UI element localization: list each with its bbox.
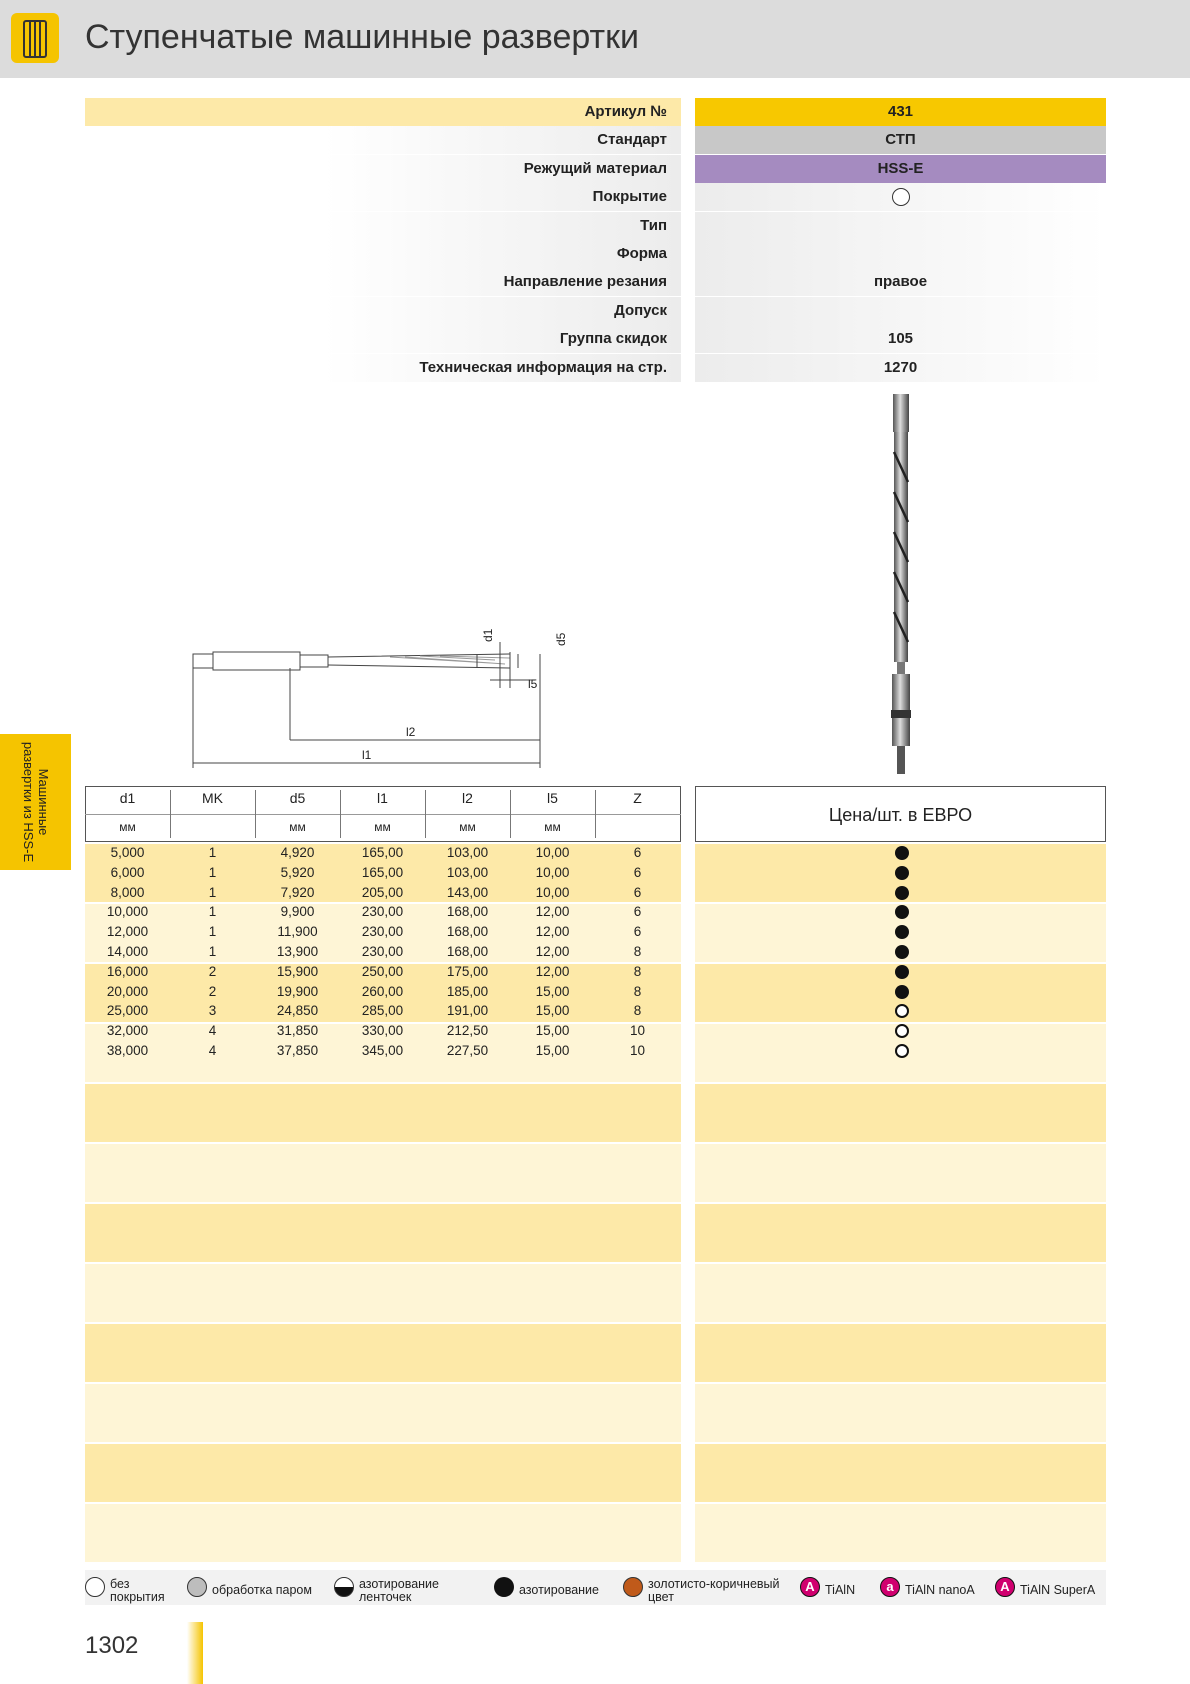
column-header: MK (202, 790, 223, 806)
cell-d5: 4,920 (280, 845, 315, 860)
cell-d5: 7,920 (280, 884, 315, 900)
cell-mk: 1 (208, 864, 217, 880)
cell-z: 6 (633, 904, 642, 920)
spec-row (85, 268, 681, 296)
spec-row (85, 126, 681, 154)
cell-l2: 212,50 (446, 1023, 489, 1039)
table-band (85, 1204, 681, 1262)
cell-l5: 15,00 (535, 1003, 570, 1019)
cell-z: 8 (633, 944, 642, 959)
cell-d1: 5,000 (110, 845, 145, 860)
cell-z: 6 (633, 864, 642, 880)
price-band (695, 1084, 1106, 1142)
cell-l1: 205,00 (361, 884, 404, 900)
footer-accent (187, 1622, 203, 1684)
table-row (85, 982, 681, 1002)
column-divider (340, 790, 341, 838)
price-band (695, 1384, 1106, 1442)
cell-d1: 25,000 (106, 1003, 149, 1019)
spec-row (85, 212, 681, 240)
cell-l5: 12,00 (535, 963, 570, 979)
cell-l2: 227,50 (446, 1043, 489, 1058)
table-row (85, 883, 681, 903)
cell-mk: 2 (208, 983, 217, 999)
spec-row (85, 155, 681, 183)
cell-d5: 19,900 (276, 983, 319, 999)
spec-label: Группа скидок (559, 330, 667, 348)
legend-label: золотисто-коричневый цвет (648, 1577, 780, 1604)
cell-d1: 32,000 (106, 1023, 149, 1039)
on-order-icon (895, 1044, 909, 1058)
table-band (85, 1504, 681, 1562)
column-header: d5 (289, 790, 306, 806)
cell-l2: 185,00 (446, 983, 489, 999)
cell-l2: 168,00 (446, 944, 489, 959)
table-row (85, 1001, 681, 1021)
cell-l1: 165,00 (361, 845, 404, 860)
cell-l5: 10,00 (535, 884, 570, 900)
cell-l2: 168,00 (446, 904, 489, 920)
in-stock-icon (895, 866, 909, 880)
spec-label: Покрытие (592, 188, 667, 206)
header-divider (85, 814, 681, 815)
half-nitride-icon (334, 1577, 354, 1597)
column-header: l5 (547, 790, 558, 806)
gold-brown-icon (623, 1577, 643, 1597)
column-divider (510, 790, 511, 838)
spec-value: СТП (695, 126, 1106, 154)
l5-label: l5 (528, 677, 538, 691)
cell-l5: 10,00 (535, 845, 570, 860)
table-row (85, 843, 681, 863)
price-band (695, 1264, 1106, 1322)
in-stock-icon (895, 965, 909, 979)
spec-label: Режущий материал (523, 159, 667, 177)
spec-label: Тип (640, 216, 667, 234)
column-unit: мм (289, 820, 306, 834)
reamer-logo-icon (11, 13, 59, 63)
legend-label: азотирование (519, 1583, 599, 1597)
uncoated-icon (85, 1577, 105, 1597)
cell-d5: 24,850 (276, 1003, 319, 1019)
nitride-icon (494, 1577, 514, 1597)
table-row (85, 1021, 681, 1041)
column-header: Z (633, 790, 642, 806)
cell-l5: 12,00 (535, 904, 570, 920)
cell-l2: 191,00 (446, 1003, 489, 1019)
spec-label: Допуск (614, 301, 667, 319)
column-unit: мм (459, 820, 476, 834)
cell-l2: 168,00 (446, 924, 489, 940)
spec-row (85, 354, 681, 382)
cell-mk: 4 (208, 1043, 217, 1058)
cell-d5: 5,920 (280, 864, 315, 880)
cell-d1: 20,000 (106, 983, 149, 999)
cell-l1: 260,00 (361, 983, 404, 999)
column-unit: мм (544, 820, 561, 834)
l2-label: l2 (406, 725, 416, 739)
spec-value: правое (695, 268, 1106, 296)
cell-z: 6 (633, 845, 642, 860)
cell-d5: 15,900 (276, 963, 319, 979)
tialn-icon: A (800, 1577, 820, 1597)
legend-label: азотирование ленточек (359, 1577, 439, 1604)
table-band (85, 1384, 681, 1442)
price-band (695, 1204, 1106, 1262)
cell-d1: 12,000 (106, 924, 149, 940)
cell-z: 6 (633, 884, 642, 900)
spec-label: Техническая информация на стр. (419, 358, 667, 376)
cell-mk: 1 (208, 845, 217, 860)
cell-l5: 15,00 (535, 1023, 570, 1039)
table-band (85, 1084, 681, 1142)
spec-row (85, 297, 681, 325)
page-number: 1302 (85, 1632, 139, 1659)
tool-photo (884, 392, 920, 776)
spec-row (85, 240, 681, 268)
cell-mk: 4 (208, 1023, 217, 1039)
column-unit: мм (374, 820, 391, 834)
tialn-super-icon: A (995, 1577, 1015, 1597)
table-row (85, 942, 681, 962)
in-stock-icon (895, 985, 909, 999)
d5-label: d5 (554, 632, 568, 646)
cell-d1: 14,000 (106, 944, 149, 959)
cell-l1: 330,00 (361, 1023, 404, 1039)
cell-d5: 37,850 (276, 1043, 319, 1058)
cell-d5: 9,900 (280, 904, 315, 920)
table-row (85, 902, 681, 922)
price-header: Цена/шт. в ЕВРО (695, 786, 1106, 842)
technical-drawing (190, 628, 575, 774)
spec-label: Стандарт (597, 131, 667, 149)
cell-d1: 16,000 (106, 963, 149, 979)
column-divider (425, 790, 426, 838)
cell-l1: 285,00 (361, 1003, 404, 1019)
cell-z: 8 (633, 1003, 642, 1019)
column-header: l2 (462, 790, 473, 806)
spec-label: Форма (616, 245, 667, 262)
cell-d1: 38,000 (106, 1043, 149, 1058)
cell-l5: 10,00 (535, 864, 570, 880)
cell-z: 8 (633, 963, 642, 979)
in-stock-icon (895, 846, 909, 860)
cell-l2: 175,00 (446, 963, 489, 979)
cell-mk: 1 (208, 944, 217, 959)
table-row (85, 962, 681, 982)
spec-value: HSS-E (695, 155, 1106, 183)
table-band (85, 1324, 681, 1382)
legend-label: TiAlN SuperA (1020, 1583, 1096, 1597)
cell-mk: 1 (208, 904, 217, 920)
cell-l2: 103,00 (446, 864, 489, 880)
cell-d5: 11,900 (277, 924, 318, 940)
cell-l1: 230,00 (361, 944, 404, 959)
cell-z: 8 (633, 983, 642, 999)
cell-l5: 12,00 (535, 944, 570, 959)
spec-value: 431 (695, 98, 1106, 126)
tialn-nano-icon: a (880, 1577, 900, 1597)
cell-z: 6 (633, 924, 642, 940)
table-band (85, 1264, 681, 1322)
legend-label: без покрытия (110, 1577, 165, 1604)
d1-label: d1 (481, 628, 495, 642)
in-stock-icon (895, 886, 909, 900)
table-row (85, 1041, 681, 1061)
spec-value: 1270 (695, 354, 1106, 382)
cell-d1: 6,000 (110, 864, 145, 880)
cell-mk: 2 (208, 963, 217, 979)
cell-d1: 8,000 (110, 884, 145, 900)
legend-label: TiAlN (825, 1583, 856, 1597)
column-header: d1 (119, 790, 136, 806)
spec-row (85, 183, 681, 211)
price-band (695, 1144, 1106, 1202)
cell-l2: 143,00 (446, 884, 489, 900)
price-band (695, 1444, 1106, 1502)
cell-z: 10 (629, 1043, 646, 1058)
cell-l1: 230,00 (361, 924, 404, 940)
column-divider (255, 790, 256, 838)
column-divider (170, 790, 171, 838)
cell-l1: 230,00 (361, 904, 404, 920)
steam-icon (187, 1577, 207, 1597)
spec-row (85, 98, 681, 126)
spec-label: Направление резания (503, 273, 667, 291)
spec-label: Артикул № (584, 103, 667, 120)
table-band (85, 1444, 681, 1502)
l1-label: l1 (362, 748, 372, 762)
section-tab-label: Машинные развертки из HSS-E (21, 741, 51, 863)
cell-mk: 1 (208, 884, 217, 900)
spec-value (695, 297, 1106, 325)
cell-d1: 10,000 (106, 904, 149, 920)
column-unit: мм (119, 820, 136, 834)
cell-d5: 13,900 (276, 944, 319, 959)
spec-value: 105 (695, 325, 1106, 353)
cell-l1: 165,00 (361, 864, 404, 880)
spec-value (695, 240, 1106, 268)
column-divider (595, 790, 596, 838)
page-title: Ступенчатые машинные развертки (85, 18, 639, 56)
table-row (85, 922, 681, 942)
table-row (85, 863, 681, 883)
table-band (85, 1144, 681, 1202)
cell-l2: 103,00 (446, 845, 489, 860)
legend-label: TiAlN nanoA (905, 1583, 975, 1597)
price-band (695, 1324, 1106, 1382)
spec-row (85, 325, 681, 353)
cell-l1: 345,00 (361, 1043, 404, 1058)
cell-z: 10 (629, 1023, 646, 1039)
spec-value (695, 212, 1106, 240)
cell-d5: 31,850 (276, 1023, 319, 1039)
cell-l5: 15,00 (535, 983, 570, 999)
price-band (695, 1504, 1106, 1562)
column-header: l1 (377, 790, 388, 806)
cell-l1: 250,00 (361, 963, 404, 979)
cell-l5: 12,00 (535, 924, 570, 940)
cell-mk: 1 (208, 924, 217, 940)
in-stock-icon (895, 945, 909, 959)
legend-label: обработка паром (212, 1583, 312, 1597)
cell-mk: 3 (208, 1003, 217, 1019)
cell-l5: 15,00 (535, 1043, 570, 1058)
